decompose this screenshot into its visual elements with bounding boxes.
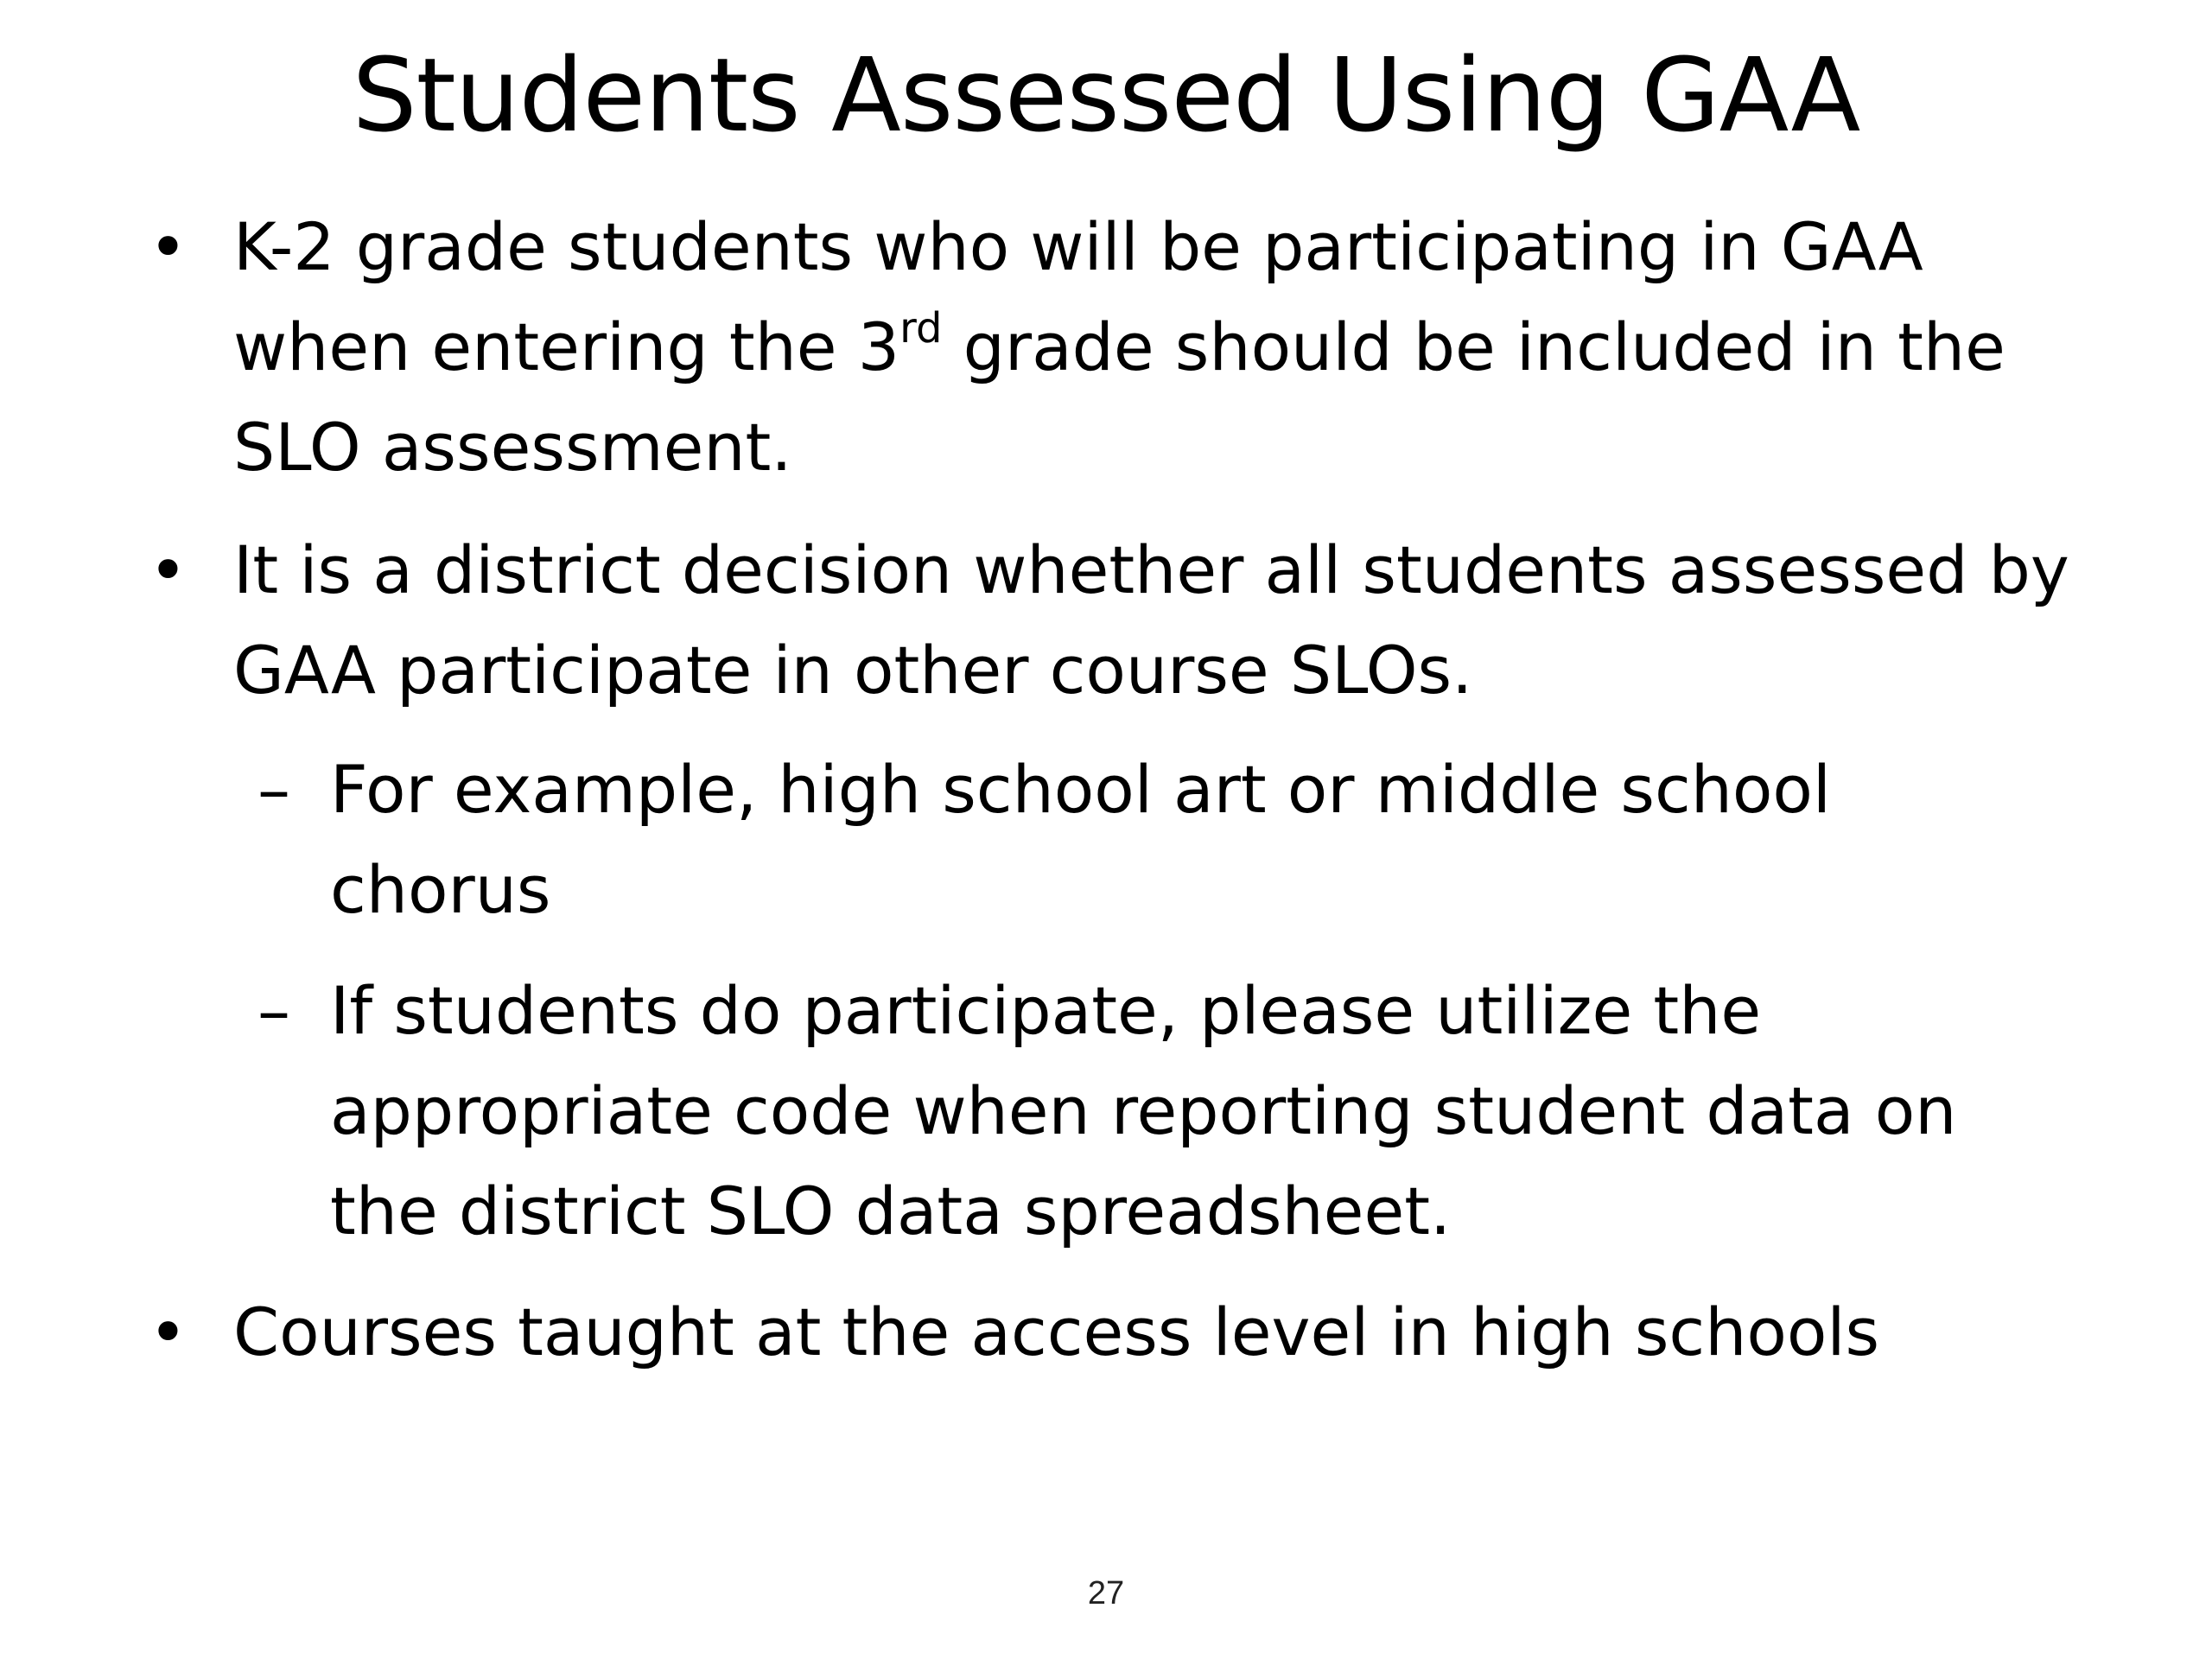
bullet-marker: • — [149, 531, 188, 608]
sub-bullet-marker: – — [257, 972, 290, 1049]
page-number: 27 — [1087, 1575, 1125, 1611]
bullet-marker: • — [149, 1294, 188, 1370]
bullet-1-text-after: grade should be included in the SLO assessment. — [233, 308, 2005, 486]
sub-bullet-marker: – — [257, 751, 290, 828]
bullet-1-superscript: rd — [899, 303, 943, 353]
sub-bullet-item-1: For example, high school art or middle school chorus — [330, 751, 1832, 928]
bullet-marker: • — [149, 208, 188, 285]
bullet-item-3: Courses taught at the access level in high schools — [233, 1294, 1880, 1370]
bullet-item-2: It is a district decision whether all students assessed by GAA participate in other course SLOs. — [233, 531, 2069, 709]
bullet-item-1 — [233, 197, 2117, 498]
sub-bullet-item-2: If students do participate, please utilize the appropriate code when reporting student data on the district SLO data spreadsheet. — [330, 972, 1957, 1249]
slide-title: Students Assessed Using GAA — [352, 35, 1860, 155]
bullet-1-text-before: K-2 grade students who will be participating in GAA when entering the 3 — [233, 208, 1923, 385]
